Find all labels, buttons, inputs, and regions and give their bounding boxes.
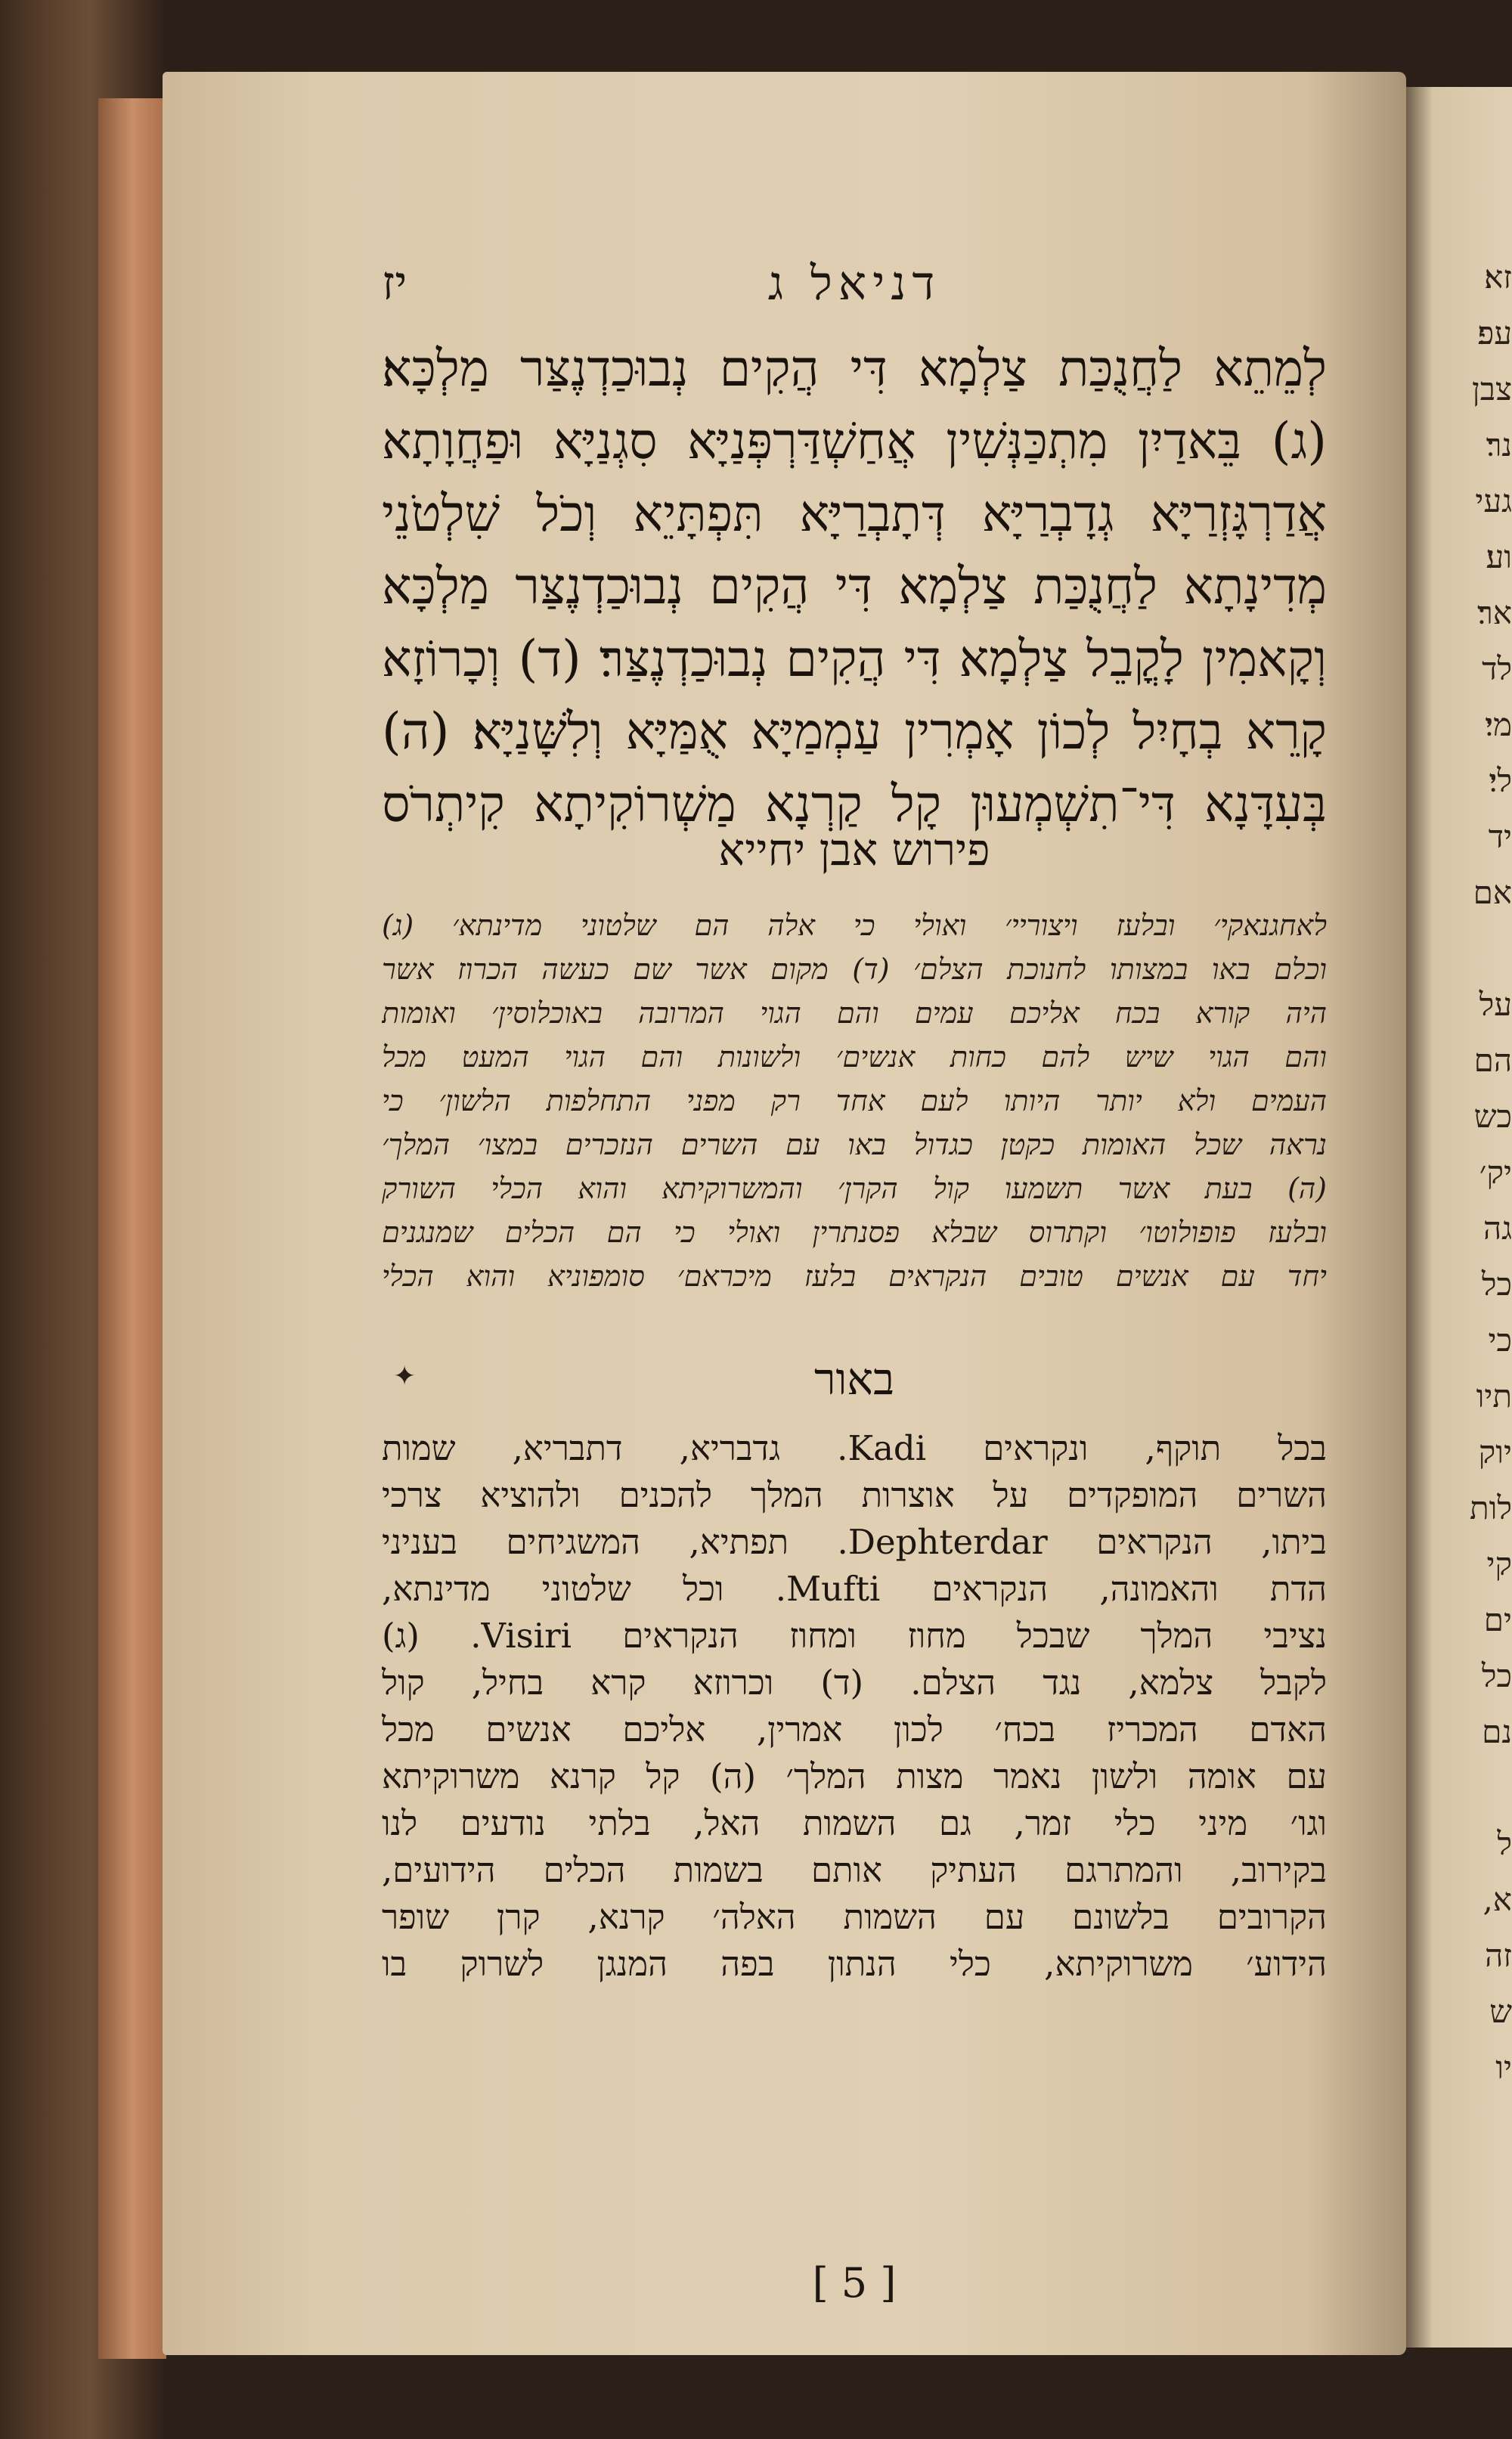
- commentary-line: והם הגוי שיש להם כחות אנשים׳ ולשונות והם הגוי המעט מכל: [382, 1040, 1327, 1074]
- signature-mark: [ 5 ]: [812, 2259, 897, 2307]
- aramaic-line: מְדִינָתָא לַחֲנֻכַּת צַלְמָא דִּי הֲקִים נְבוּכַדְנֶצַּר מַלְכָּא: [382, 557, 1327, 615]
- facing-page-fragment: [1433, 1760, 1512, 1816]
- facing-page-fragment: יד: [1488, 818, 1512, 855]
- facing-page-fragment: יק׳: [1479, 1154, 1512, 1191]
- facing-page-fragment: על: [1479, 986, 1512, 1023]
- facing-page-fragment: א,: [1483, 1881, 1512, 1918]
- facing-page-fragment: נר׃: [1486, 426, 1512, 463]
- aramaic-line: וְקָאמִין לָקֳבֵל צַלְמָא דִּי הֲקִים נְבוּכַדְנֶצַּר׃ (ד) וְכָרוֹזָא: [382, 630, 1327, 688]
- facing-page-fragment: לי׃: [1489, 762, 1512, 799]
- facing-page-fragment: כי: [1488, 1322, 1512, 1359]
- commentary-line: היה קורא בכח אליכם עמים והם הגוי המרובה באוכלוסין׳ ואומות: [382, 996, 1327, 1030]
- biur-text-block: [382, 1425, 1327, 1988]
- facing-page-fragment: כש: [1473, 1098, 1512, 1135]
- facing-page-fragment: זה: [1485, 1937, 1512, 1974]
- aramaic-line: אֲדַרְגָּזְרַיָּא גְדָבְרַיָּא דְּתָבְרַיָּא תִּפְתָּיֵא וְכֹל שִׁלְטֹנֵי: [382, 485, 1327, 543]
- margin-mark: ✦: [393, 1361, 417, 1392]
- biur-line: בכל תוקף, ונקראים Kadi. גדבריא, דתבריא, שמות: [382, 1428, 1327, 1468]
- aramaic-line: קָרֵא בְחָיִל לְכוֹן אָמְרִין עַמְמַיָּא אֻמַּיָּא וְלִשָּׁנַיָּא׃ (ה): [382, 702, 1327, 761]
- facing-page-fragment: ים: [1483, 1601, 1512, 1638]
- facing-page-fragment: לד: [1482, 650, 1512, 687]
- facing-page-fragment: עפ׃: [1477, 315, 1512, 352]
- page-edges: [98, 98, 166, 2359]
- aramaic-text-block: [382, 333, 1327, 841]
- facing-page-fragment: אם: [1473, 874, 1512, 911]
- facing-page-fragment: זא׃: [1484, 259, 1512, 296]
- facing-page-fragment: ש: [1489, 1993, 1512, 2030]
- facing-page-fragment: כל: [1481, 1657, 1512, 1694]
- biur-line: נציבי המלך שבכל מחוז ומחוז הנקראים Visiri. (ג): [382, 1616, 1327, 1656]
- commentary-line: לאחגנאקי׳ ובלעז ויצוריי׳ ואולי כי אלה הם שלטוני מדינתא׳ (ג): [382, 909, 1327, 942]
- page-number: יז: [382, 256, 407, 311]
- facing-page-fragment: וע׃: [1486, 538, 1512, 575]
- biur-line: האדם המכריז בכח׳ לכון אמרין, אליכם אנשים מכל: [382, 1709, 1327, 1749]
- biur-heading: באור: [813, 1353, 895, 1405]
- facing-page-fragment: גה: [1483, 1210, 1512, 1247]
- facing-page-fragment: יוק: [1478, 1433, 1512, 1471]
- biur-line: השרים המופקדים על אוצרות המלך להכנים ולהוציא צרכי: [382, 1475, 1327, 1515]
- facing-page-fragment: כל: [1481, 1266, 1512, 1303]
- commentary-line: העמים ולא יותר היותו לעם אחד רק מפני התחלפות הלשון׳ כי: [382, 1084, 1327, 1117]
- commentary-line: ובלעז פופולוטו׳ וקתרוס שבלא פסנתרין ואולי כי הם הכלים שמנגנים: [382, 1216, 1327, 1249]
- running-title: דניאל ג: [767, 256, 941, 311]
- biur-line: הקרובים בלשונם עם השמות האלה׳ קרנא, קרן שופר: [382, 1897, 1327, 1937]
- running-header: [382, 249, 1327, 321]
- facing-page-fragment: [1433, 921, 1512, 977]
- facing-page-fragment: ל: [1497, 1825, 1512, 1862]
- facing-page-fragment: געי: [1475, 482, 1512, 519]
- biur-line: הידוע׳ משרוקיתא, כלי הנתון בפה המנגן לשרוק בו: [382, 1944, 1327, 1984]
- commentary-line: וכלם באו במצותו לחנוכת הצלם׳ (ד) מקום אשר שם כעשה הכרוז אשר: [382, 953, 1327, 986]
- aramaic-line: לְמֵתֵא לַחֲנֻכַּת צַלְמָא דִּי הֲקִים נְבוּכַדְנֶצַּר מַלְכָּא׃: [382, 339, 1327, 398]
- facing-page-fragment: תיו: [1476, 1378, 1512, 1415]
- facing-page-fragment: לות: [1469, 1489, 1512, 1526]
- biur-line: הדת והאמונה, הנקראים Mufti. וכל שלטוני מדינתא,: [382, 1569, 1327, 1609]
- aramaic-line: (ג) בֵּאדַיִן מִתְכַּנְּשִׁין אֲחַשְׁדַּרְפְּנַיָּא סִגְנַיָּא וּפַחֲוָתָא: [382, 412, 1327, 470]
- facing-page-fragment: נם: [1482, 1713, 1512, 1750]
- facing-page-fragment: צבן: [1472, 370, 1512, 408]
- aramaic-line: בְּעִדָּנָא דִּי־תִשְׁמְעוּן קָל קַרְנָא מַשְׁרוֹקִיתָא קִיתְרֹס: [382, 775, 1327, 833]
- facing-page-fragment: מי׃: [1485, 706, 1512, 743]
- commentary-line: יחד עם אנשים טובים הנקראים בלעז מיכראם׳ סומפוניא והוא הכלי: [382, 1260, 1327, 1293]
- biur-line: וגו׳ מיני כלי זמר, גם השמות האל, בלתי נודעים לנו: [382, 1803, 1327, 1843]
- commentary-heading: פירוש אבן יחייא: [718, 824, 990, 875]
- biur-line: עם אומה ולשון נאמר מצות המלך׳ (ה) קל קרנא משרוקיתא: [382, 1756, 1327, 1796]
- facing-page-fragment: יו: [1495, 2049, 1512, 2086]
- facing-page-fragment: הם: [1473, 1042, 1512, 1079]
- facing-page-text: [1433, 249, 1512, 2096]
- biur-line: לקבל צלמא, נגד הצלם. (ד) וכרוזא קרא בחיל, קול: [382, 1663, 1327, 1703]
- commentary-line: (ה) בעת אשר תשמעו קול הקרן׳ והמשרוקיתא והוא הכלי השורק: [382, 1172, 1327, 1205]
- facing-page-fragment: אר׃: [1477, 594, 1512, 631]
- commentary-line: נראה שכל האומות כקטן כגדול באו עם השרים הנזכרים במצו׳ המלך׳: [382, 1128, 1327, 1161]
- commentary-text-block: [382, 903, 1327, 1298]
- facing-page-fragment: קי: [1486, 1545, 1512, 1582]
- biur-line: ביתו, הנקראים Dephterdar. תפתיא, המשגיחים בעניני: [382, 1522, 1327, 1562]
- biur-line: בקירוב, והמתרגם העתיק אותם בשמות הכלים הידועים,: [382, 1850, 1327, 1890]
